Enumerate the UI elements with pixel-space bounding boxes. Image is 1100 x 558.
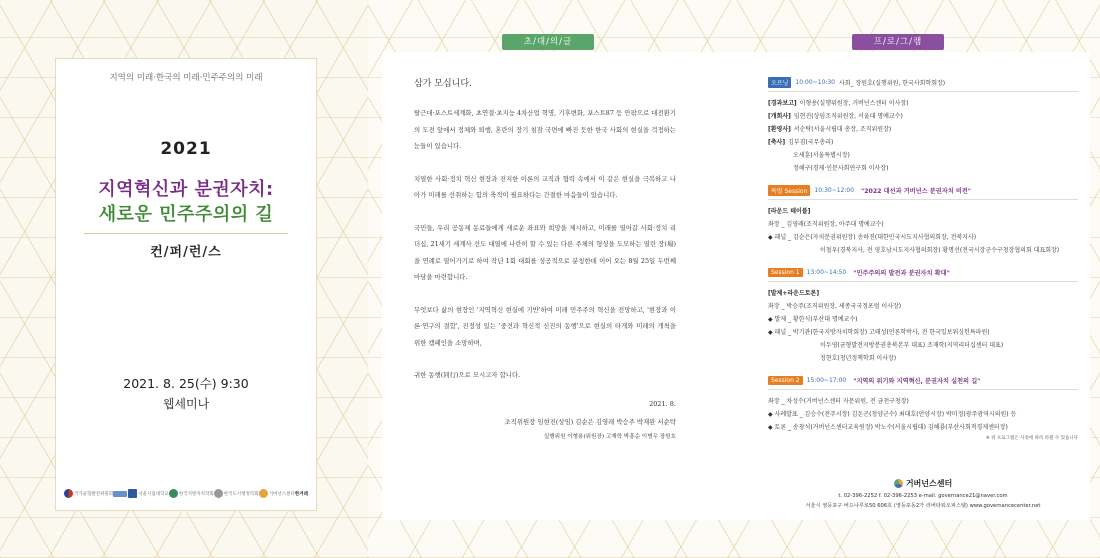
special-format: [라운드 테이블] [768, 208, 811, 215]
opening-extra: 정해구(경제·인문사회연구회 이사장) [793, 165, 889, 172]
session2-header [768, 374, 1078, 387]
letter-signature-executive: 실행위원 이형용(위원장) 고재학 박흥순 이병우 장원호 [543, 433, 676, 440]
opening-header [768, 76, 1078, 89]
letter-date: 2021. 8. [649, 399, 676, 408]
logo-urban-admin: 한국도시행정학회 [214, 489, 259, 498]
invitation-letter [414, 76, 676, 440]
sponsor-logos [64, 489, 308, 498]
logo-hankyoreh: 한겨레 [294, 491, 308, 497]
logo-balanced-development: 국가균형발전위원회 [64, 489, 113, 498]
cover-event-type: 컨/퍼/런/스 [150, 245, 222, 260]
cover-subtitle: 지역의 미래·한국의 미래·민주주의의 미래 [109, 73, 263, 83]
session1-panel: 이두영(균형발전지방분권총북본부 대표) 조재학(지역리더십센터 대표) [820, 342, 1004, 349]
divider [768, 91, 1078, 92]
opening-item: [경과보고] 이형용(실행위원장, 거버넌스센터 이사장) [768, 100, 909, 107]
letter-paragraph: 귀한 동행(同行)으로 모시고자 합니다. [414, 371, 521, 379]
special-tag: 특별 Session [768, 185, 810, 196]
logo-kalg: 한국지방자치학회 [169, 489, 214, 498]
session1-chair: 좌장 _ 박승주(조직위원장, 세종국국정포럼 이사장) [768, 303, 902, 310]
logo-uos: 서울시립대학교 [128, 489, 168, 498]
letter-signature-committee: 조직위원장 임현진(상임) 김순은 김영래 박승주 박재완 서순탁 [504, 417, 676, 426]
session2-time: 15:00~17:00 [806, 377, 847, 384]
special-time: 10:30~12:00 [814, 187, 855, 194]
divider [768, 281, 1078, 282]
organizer-address: 서울시 영등포구 버드나루로50 606호 (영등포동2가 리버타워오피스텔) www.governancecenter.net [805, 503, 1041, 509]
opening-time: 10:00~10:30 [795, 79, 835, 86]
session1-presenter: ◆ 발제 _ 황한식(부산대 명예교수) [768, 316, 858, 323]
cover-panel [0, 0, 368, 558]
session1-panel: ◆ 패널 _ 박기관(한국지방자치학회장) 고태성(언론학박사, 전 한국일보워싱턴특파원) [768, 329, 990, 336]
letter-paragraph: 국민들, 우리 공동체 동료들에게 새로운 좌표와 희망을 제시하고, 미래를 열어갈 사회·정치 리더십, 21세기 세계사 선도 대열에 나란히 할 수 있는 다른 주체의 형성을 도모하는 열린 장(場)을 연례로 열어가기로 하여 작년 1회 대회를 성공적으로 분칭한데 이어 오는 8월 25일 두번째 마당을 마련합니다. [414, 223, 676, 281]
special-header [768, 184, 1078, 197]
cover-date: 2021. 8. 25(수) 9:30 [123, 376, 249, 391]
program-schedule [768, 76, 1078, 441]
letter-paragraph: 탈근대·포스트세계화, 초연결·초지능 4차산업 혁명, 기후변화, 포스트87 등 안팎으로 대전환기의 도전 앞에서 정체와 퇴행, 혼란의 장기 침잠 국면에 빠진 듯한 한국 사회의 현실을 걱정하는 눈들이 있습니다. [414, 109, 676, 150]
session2-cases: ◆ 사례발표 _ 김승수(전주시장) 김돈곤(청양군수) 최대호(안양시장) 박미정(광주광역시의원) 등 [768, 411, 1017, 418]
session1-header [768, 266, 1078, 279]
session1-time: 13:00~14:50 [806, 269, 847, 276]
cover-divider [84, 233, 288, 234]
letter-greeting: 삼가 모십니다. [414, 79, 472, 89]
divider [768, 199, 1078, 200]
session2-discussion: ◆ 토론 _ 송창석(거버넌스센터교육원장) 박노수(서울시립대) 김혜룡(부산사회적경제센터장) [768, 424, 1008, 431]
opening-item: [개회사] 임현진(상임조직위원장, 서울대 명예교수) [768, 113, 903, 120]
session2-chair: 좌장 _ 차성수(거버넌스센터 자문위원, 전 금천구청장) [768, 398, 909, 405]
special-panel: 이철우(경북지사, 전 영호남시도지사협의회장) 황명선(전국시장군수구청장협의회 대표회장) [820, 247, 1060, 254]
cover-format: 웹세미나 [162, 397, 210, 411]
special-chair: 좌장 _ 김영래(조직위원장, 아주대 명예교수) [768, 221, 884, 228]
letter-paragraph: 무엇보다 삶의 현장인 '지역혁신 현실에 기반'하여 미래 민주주의 혁신을 전망하고, '현장과 이론·연구의 결합', 진정성 있는 '중견과 혁신적 신진의 동행'으로 현실의 타개와 미래의 개척을 위한 캠페인을 소망하며, [414, 305, 676, 347]
logo-partner [113, 491, 128, 497]
session2-tag: Session 2 [768, 376, 803, 385]
special-panel: ◆ 패널 _ 김순은(자치분권위원장) 송하진(대한민국시도지사협의회장, 전북지사) [768, 234, 977, 241]
cover-title-line2: 새로운 민주주의의 길 [98, 204, 274, 225]
tab-program: 프/로/그/램 [852, 34, 944, 50]
organizer-footer [768, 478, 1078, 512]
opening-extra: 오세훈(서울특별시장) [793, 152, 850, 159]
program-note: ※ 위 프로그램은 사정에 따라 바뀔 수 있습니다 [985, 436, 1078, 441]
cover-year: 2021 [160, 139, 212, 159]
session1-topic: "민주주의의 발전과 분권자치 확대" [853, 270, 950, 277]
cover-title-line1: 지역혁신과 분권자치: [98, 179, 274, 200]
special-topic: "2022 대선과 거버넌스 분권자치 비전" [861, 188, 972, 195]
opening-item: [축사] 김부겸(국무총리) [768, 139, 834, 146]
tab-invitation: 초/대/의/글 [502, 34, 594, 50]
organizer-contact: t. 02-396-2252 f. 02-396-2253 e-mail. governance21@naver.com [838, 493, 1008, 499]
opening-item: [환영사] 서순탁(서울시립대 총장, 조직위원장) [768, 126, 892, 133]
inside-spread [368, 0, 1100, 558]
opening-host: 사회_ 장원호(실행위원, 한국사회학회장) [839, 80, 946, 87]
governance-logo-icon [894, 479, 903, 488]
divider [768, 389, 1078, 390]
letter-paragraph: 치열한 사회·정치 혁신 현장과 진지한 이론의 교직과 협력 속에서 이 같은 현실을 극복하고 나아가 미래를 선취하는 힘의 축적이 필요하다는 간절한 마음들이 있습니다. [414, 174, 676, 199]
opening-tag: 오프닝 [768, 77, 791, 88]
session2-topic: "지역의 위기와 지역혁신, 분권자치 실천의 길" [853, 378, 981, 385]
logo-governance-center: 거버넌스센터 [259, 489, 295, 498]
session1-tag: Session 1 [768, 268, 803, 277]
session1-format: [발제+라운드토론] [768, 290, 820, 297]
organizer-name: 거버넌스센터 [768, 478, 1078, 489]
session1-panel: 정현호(청년정책학회 이사장) [820, 355, 897, 362]
cover-card [55, 58, 317, 511]
